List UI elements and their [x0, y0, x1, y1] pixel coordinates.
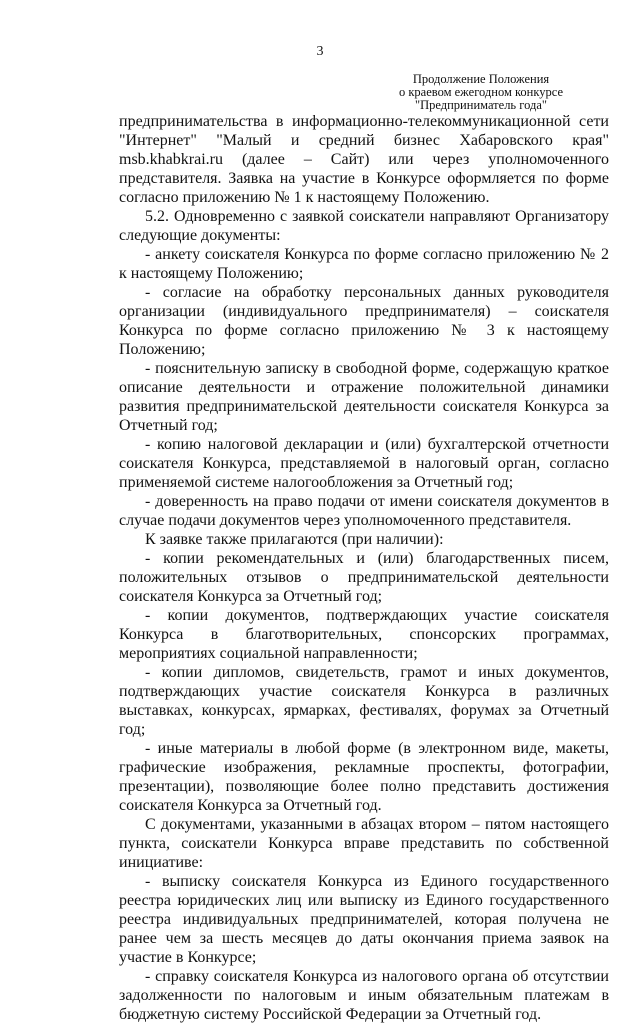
list-item: - пояснительную записку в свободной форме, содержащую краткое описание деятельности и отражение положительной динамики развития предпринимательской деятельности соискателя Конкурса за Отчетный год;: [119, 360, 609, 434]
running-header-line: "Предприниматель года": [415, 97, 547, 112]
list-item: - справку соискателя Конкурса из налогового органа об отсутствии задолженности по налоговым и иным обязательным платежам в бюджетную систему Российской Федерации за Отчетный год.: [119, 968, 609, 1023]
paragraph: 5.2. Одновременно с заявкой соискатели направляют Организатору следующие документы:: [119, 208, 609, 244]
running-header-line: Продолжение Положения: [412, 72, 550, 86]
list-item: - копии дипломов, свидетельств, грамот и иных документов, подтверждающих участие соискателя Конкурса в различных выставках, конкурсах, ярмарках, фестивалях, форумах за Отчетный год;: [119, 664, 609, 738]
running-header: [356, 73, 606, 111]
list-item: - копию налоговой декларации и (или) бухгалтерской отчетности соискателя Конкурса, представляемой в налоговый орган, согласно применяемой системе налогообложения за Отчетный год;: [119, 436, 609, 491]
page-number: 3: [316, 44, 324, 59]
list-item: - иные материалы в любой форме (в электронном виде, макеты, графические изображения, рекламные проспекты, фотографии, презентации), позволяющие более полно представить достижения соискателя Конкурса за Отчетный год.: [119, 740, 609, 814]
paragraph: предпринимательства в информационно-телекоммуникационной сети "Интернет" "Малый и средний бизнес Хабаровского края" msb.khabkrai.ru (далее – Сайт) или через уполномоченного представителя. Заявка на участие в Конкурсе оформляется по форме согласно приложению № 1 к настоящему Положению.: [119, 113, 609, 206]
list-item: - копии рекомендательных и (или) благодарственных писем, положительных отзывов о предпринимательской деятельности соискателя Конкурса за Отчетный год;: [119, 550, 609, 605]
list-item: - доверенность на право подачи от имени соискателя документов в случае подачи документов через уполномоченного представителя.: [119, 493, 609, 529]
paragraph: К заявке также прилагаются (при наличии):: [145, 531, 444, 548]
list-item: - анкету соискателя Конкурса по форме согласно приложению № 2 к настоящему Положению;: [119, 246, 609, 282]
list-item: - копии документов, подтверждающих участие соискателя Конкурса в благотворительных, спонсорских программах, мероприятиях социальной направленности;: [119, 607, 609, 662]
paragraph: С документами, указанными в абзацах втором – пятом настоящего пункта, соискатели Конкурса вправе представить по собственной инициативе:: [119, 816, 609, 871]
running-header-line: о краевом ежегодном конкурсе: [398, 84, 564, 99]
document-body: [119, 112, 609, 1024]
list-item: - выписку соискателя Конкурса из Единого государственного реестра юридических лиц или выписку из Единого государственного реестра индивидуальных предпринимателей, которая получена не ранее чем за шесть месяцев до даты окончания приема заявок на участие в Конкурсе;: [119, 873, 609, 966]
list-item: - согласие на обработку персональных данных руководителя организации (индивидуального предпринимателя) – соискателя Конкурса по форме согласно приложению № 3 к настоящему Положению;: [119, 284, 609, 358]
